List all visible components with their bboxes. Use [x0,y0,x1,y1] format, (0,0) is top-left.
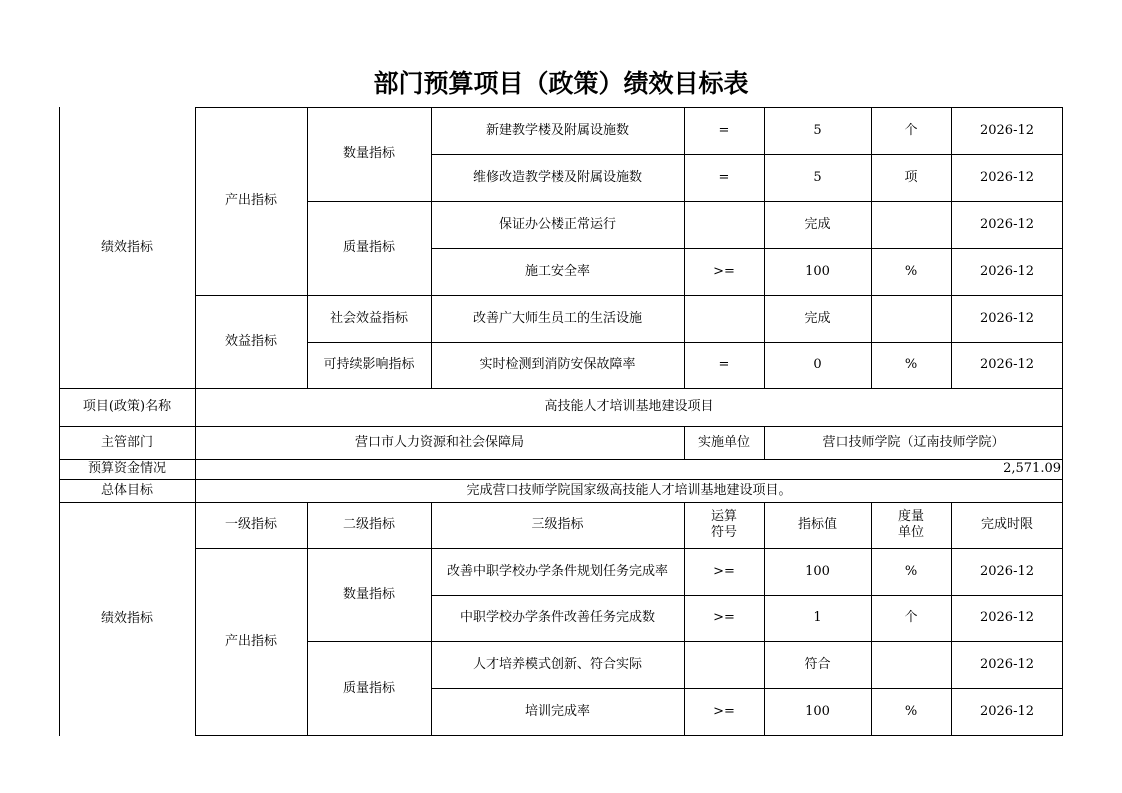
grid-line [195,107,1063,108]
indicator-cell: 施工安全率 [524,263,590,279]
operator-cell: >= [713,610,735,625]
grid-line [195,295,1063,296]
block1-quality-label: 质量指标 [342,240,395,255]
value-cell: 完成 [804,216,831,232]
block1-quantity-label: 数量指标 [342,146,395,161]
value-cell: 100 [805,563,830,579]
grid-line [764,426,765,459]
value-cell: 完成 [804,310,831,326]
header-deadline: 完成时限 [980,517,1033,532]
value-cell: 100 [805,263,830,279]
indicator-cell: 改善中职学校办学条件规划任务完成率 [446,563,668,579]
value-cell: 符合 [804,656,831,672]
grid-line [307,641,1063,642]
grid-line [764,502,765,736]
grid-line [1062,107,1063,389]
page-title: 部门预算项目（政策）绩效目标表 [373,69,749,98]
grid-line [59,459,1063,460]
indicator-cell: 新建教学楼及附属设施数 [485,122,629,138]
indicator-cell: 培训完成率 [524,704,590,719]
block1-social-label: 社会效益指标 [329,310,408,326]
grid-line [431,688,1063,689]
header-operator [684,502,764,548]
block1-benefit-label: 效益指标 [224,333,277,349]
block2-label: 绩效指标 [100,611,153,626]
deadline-cell: 2026-12 [979,310,1035,326]
indicator-cell: 人才培养模式创新、符合实际 [472,656,642,672]
grid-line [59,388,60,503]
project-name-label: 项目(政策)名称 [82,399,172,414]
header-operator-line2: 符号 [710,525,737,540]
operator-cell [684,295,764,342]
dept-value: 营口市人力资源和社会保障局 [354,434,524,450]
impl-value: 营口技师学院（辽南技师学院） [822,434,1005,450]
operator-cell [684,201,764,248]
budget-value: 2,571.09 [1003,461,1061,476]
block1-output-label: 产出指标 [224,193,277,208]
grid-line [195,502,196,736]
operator-cell: >= [713,704,735,719]
deadline-cell: 2026-12 [979,169,1035,185]
header-operator-line1: 运算 [710,509,737,524]
header-level3: 三级指标 [531,517,584,532]
operator-cell: = [718,122,730,138]
grid-line [195,548,1063,549]
grid-line [1062,388,1063,503]
goal-label: 总体目标 [100,482,153,498]
header-unit-line1: 度量 [897,509,924,524]
block1-label: 绩效指标 [100,239,153,255]
grid-line [307,201,1063,202]
grid-line [684,107,685,389]
unit-cell: % [904,563,918,579]
grid-line [59,107,60,389]
block2-quality-label: 质量指标 [342,680,395,696]
unit-cell: 个 [904,610,918,625]
grid-line [195,735,1063,736]
project-name: 高技能人才培训基地建设项目 [544,399,714,414]
dept-label: 主管部门 [100,434,153,450]
grid-line [59,426,1063,427]
unit-cell: % [904,263,918,279]
value-cell: 100 [805,704,830,719]
header-unit [871,502,951,548]
grid-line [431,107,432,389]
indicator-cell: 中职学校办学条件改善任务完成数 [459,610,655,625]
grid-line [764,107,765,389]
deadline-cell: 2026-12 [979,610,1035,625]
header-value: 指标值 [797,517,837,532]
budget-label: 预算资金情况 [87,461,166,476]
grid-line [1062,502,1063,736]
grid-line [307,342,1063,343]
operator-cell [684,641,764,688]
block2-quantity-label: 数量指标 [342,586,395,602]
unit-cell: % [904,704,918,719]
grid-line [307,502,308,736]
grid-line [59,388,1063,389]
indicator-cell: 维修改造教学楼及附属设施数 [472,169,642,185]
grid-line [195,388,196,503]
unit-cell [871,295,951,342]
header-level1: 一级指标 [224,517,277,532]
grid-line [59,479,1063,480]
grid-line [307,107,308,389]
operator-cell: >= [713,263,735,279]
value-cell: 1 [813,610,822,625]
deadline-cell: 2026-12 [979,216,1035,232]
grid-line [59,502,60,736]
deadline-cell: 2026-12 [979,656,1035,672]
grid-line [59,502,1063,503]
indicator-cell: 实时检测到消防安保故障率 [479,357,636,372]
grid-line [431,502,432,736]
unit-cell [871,641,951,688]
grid-line [431,595,1063,596]
value-cell: 5 [813,122,822,138]
operator-cell: = [718,169,730,185]
deadline-cell: 2026-12 [979,357,1035,372]
value-cell: 0 [813,357,822,372]
grid-line [431,154,1063,155]
unit-cell: % [904,357,918,372]
block2-output-label: 产出指标 [224,634,277,649]
header-unit-line2: 单位 [897,525,924,540]
grid-line [951,107,952,389]
value-cell: 5 [813,169,822,185]
deadline-cell: 2026-12 [979,122,1035,138]
grid-line [195,107,196,389]
indicator-cell: 保证办公楼正常运行 [498,216,616,232]
block1-sustain-label: 可持续影响指标 [323,357,415,372]
goal-value: 完成营口技师学院国家级高技能人才培训基地建设项目。 [466,482,792,498]
grid-line [951,502,952,736]
header-level2: 二级指标 [342,517,395,532]
operator-cell: = [718,357,730,372]
grid-line [871,502,872,736]
indicator-cell: 改善广大师生员工的生活设施 [472,310,642,326]
deadline-cell: 2026-12 [979,263,1035,279]
grid-line [871,107,872,389]
operator-cell: >= [713,563,735,579]
deadline-cell: 2026-12 [979,704,1035,719]
unit-cell [871,201,951,248]
grid-line [684,426,685,459]
unit-cell: 项 [904,169,918,185]
deadline-cell: 2026-12 [979,563,1035,579]
grid-line [431,248,1063,249]
unit-cell: 个 [904,122,918,138]
impl-label: 实施单位 [697,434,750,450]
grid-line [684,502,685,736]
